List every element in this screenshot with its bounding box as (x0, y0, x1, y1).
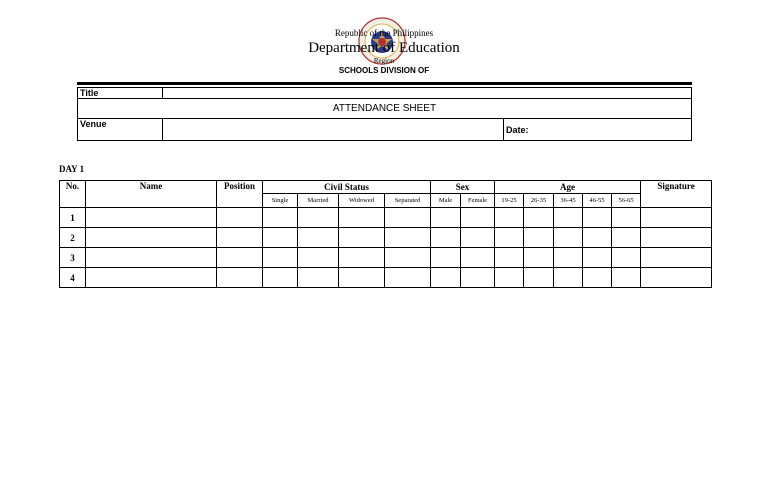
name-cell[interactable] (86, 248, 217, 268)
age-cell[interactable] (554, 268, 583, 288)
married-cell[interactable] (298, 268, 339, 288)
header-name: Name (86, 181, 217, 208)
header-no: No. (60, 181, 86, 208)
age-cell[interactable] (495, 248, 524, 268)
male-cell[interactable] (431, 268, 461, 288)
age-cell[interactable] (612, 208, 641, 228)
age-cell[interactable] (554, 228, 583, 248)
age-56-65: 56-65 (612, 194, 641, 208)
widowed-cell[interactable] (339, 228, 385, 248)
title-field[interactable] (163, 88, 692, 99)
header-sex: Sex (431, 181, 495, 194)
position-cell[interactable] (217, 248, 263, 268)
signature-cell[interactable] (641, 248, 712, 268)
sex-male: Male (431, 194, 461, 208)
row-number: 3 (60, 248, 86, 268)
age-cell[interactable] (524, 268, 554, 288)
day-label: DAY 1 (59, 164, 85, 174)
widowed-cell[interactable] (339, 208, 385, 228)
age-19-25: 19-25 (495, 194, 524, 208)
age-cell[interactable] (612, 228, 641, 248)
header-divider (77, 82, 692, 85)
age-cell[interactable] (554, 248, 583, 268)
age-cell[interactable] (554, 208, 583, 228)
header-signature: Signature (641, 181, 712, 208)
title-label: Title (78, 88, 163, 99)
header-age: Age (495, 181, 641, 194)
name-cell[interactable] (86, 228, 217, 248)
age-cell[interactable] (524, 208, 554, 228)
position-cell[interactable] (217, 228, 263, 248)
age-cell[interactable] (612, 248, 641, 268)
separated-cell[interactable] (385, 268, 431, 288)
civil-status-single: Single (263, 194, 298, 208)
table-row (60, 268, 712, 288)
row-number: 1 (60, 208, 86, 228)
single-cell[interactable] (263, 268, 298, 288)
date-label: Date: (504, 119, 692, 141)
age-cell[interactable] (495, 268, 524, 288)
married-cell[interactable] (298, 248, 339, 268)
row-number: 2 (60, 228, 86, 248)
widowed-cell[interactable] (339, 268, 385, 288)
age-cell[interactable] (583, 268, 612, 288)
age-26-35: 26-35 (524, 194, 554, 208)
age-cell[interactable] (495, 228, 524, 248)
region-line: Region (373, 57, 395, 65)
event-info-table (77, 87, 692, 141)
header-civil-status: Civil Status (263, 181, 431, 194)
separated-cell[interactable] (385, 248, 431, 268)
age-cell[interactable] (583, 208, 612, 228)
single-cell[interactable] (263, 208, 298, 228)
age-cell[interactable] (524, 228, 554, 248)
table-row (60, 208, 712, 228)
signature-cell[interactable] (641, 268, 712, 288)
department-title: Department of Education (308, 40, 460, 56)
separated-cell[interactable] (385, 208, 431, 228)
age-cell[interactable] (612, 268, 641, 288)
signature-cell[interactable] (641, 208, 712, 228)
name-cell[interactable] (86, 268, 217, 288)
age-cell[interactable] (495, 208, 524, 228)
schools-division-line: SCHOOLS DIVISION OF (338, 66, 430, 75)
age-cell[interactable] (524, 248, 554, 268)
separated-cell[interactable] (385, 228, 431, 248)
age-cell[interactable] (583, 248, 612, 268)
age-36-45: 36-45 (554, 194, 583, 208)
signature-cell[interactable] (641, 228, 712, 248)
table-row (60, 248, 712, 268)
female-cell[interactable] (461, 268, 495, 288)
male-cell[interactable] (431, 228, 461, 248)
single-cell[interactable] (263, 248, 298, 268)
married-cell[interactable] (298, 228, 339, 248)
civil-status-separated: Separated (385, 194, 431, 208)
table-row (60, 228, 712, 248)
female-cell[interactable] (461, 248, 495, 268)
single-cell[interactable] (263, 228, 298, 248)
header-position: Position (217, 181, 263, 208)
female-cell[interactable] (461, 228, 495, 248)
widowed-cell[interactable] (339, 248, 385, 268)
venue-field[interactable] (163, 119, 504, 141)
attendance-table (59, 180, 712, 288)
venue-label: Venue (78, 119, 163, 141)
civil-status-widowed: Widowed (339, 194, 385, 208)
sex-female: Female (461, 194, 495, 208)
age-46-55: 46-55 (583, 194, 612, 208)
position-cell[interactable] (217, 268, 263, 288)
married-cell[interactable] (298, 208, 339, 228)
civil-status-married: Married (298, 194, 339, 208)
age-cell[interactable] (583, 228, 612, 248)
female-cell[interactable] (461, 208, 495, 228)
republic-line: Republic of the Philippines (334, 28, 434, 38)
row-number: 4 (60, 268, 86, 288)
male-cell[interactable] (431, 248, 461, 268)
male-cell[interactable] (431, 208, 461, 228)
position-cell[interactable] (217, 208, 263, 228)
sheet-title: ATTENDANCE SHEET (78, 99, 692, 119)
name-cell[interactable] (86, 208, 217, 228)
